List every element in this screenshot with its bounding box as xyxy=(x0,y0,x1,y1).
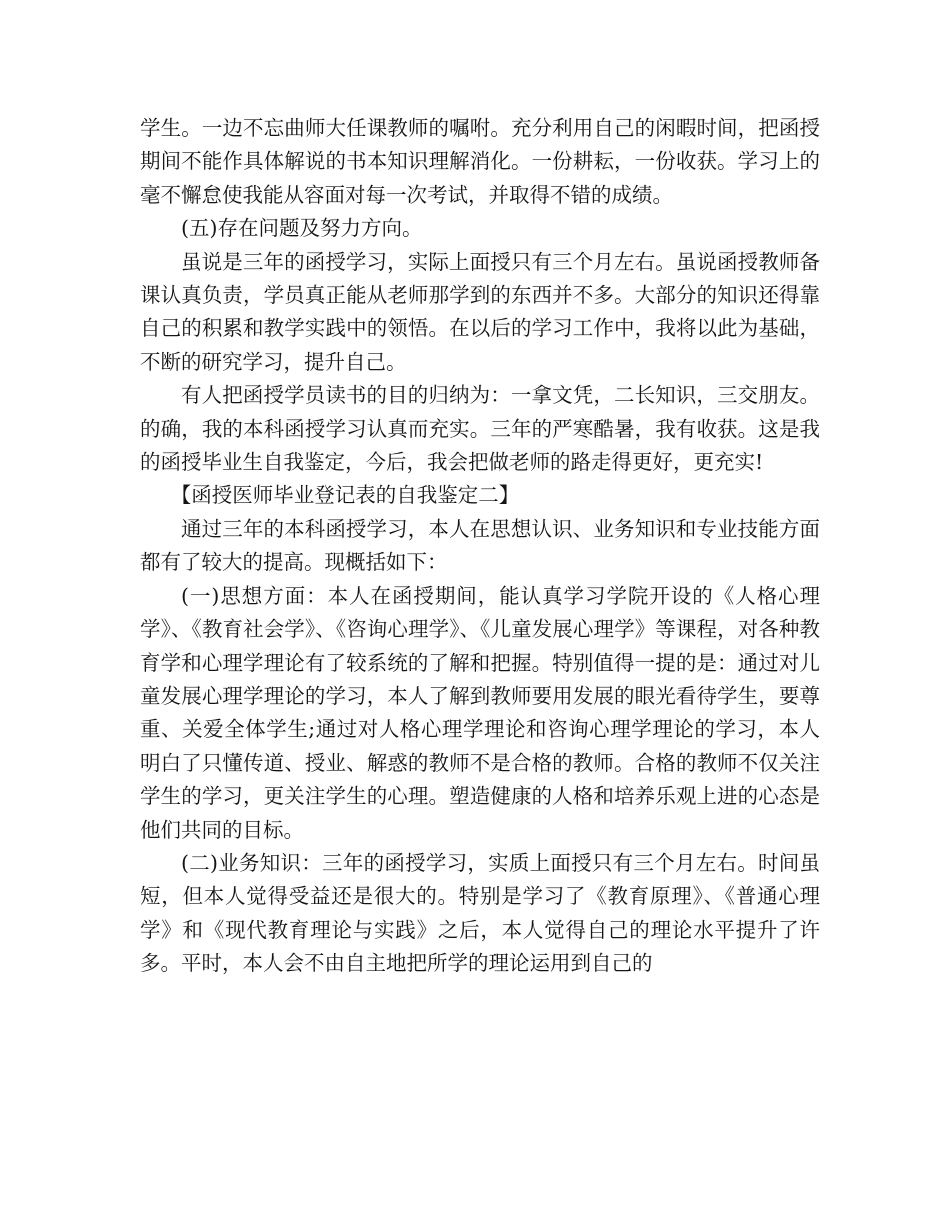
paragraph-conclusion: 有人把函授学员读书的目的归纳为：一拿文凭，二长知识，三交朋友。的确，我的本科函授学习认真而充实。三年的严寒酷暑，我有收获。这是我的函授毕业生自我鉴定，今后，我会把做老师的路走得更好，更充实! xyxy=(140,383,820,475)
section-title-appraisal-two: 【函授医师毕业登记表的自我鉴定二】 xyxy=(170,483,520,508)
paragraph-intro: 通过三年的本科函授学习，本人在思想认识、业务知识和专业技能方面都有了较大的提高。现概括如下： xyxy=(140,516,820,575)
paragraph-thought: (一)思想方面：本人在函授期间，能认真学习学院开设的《人格心理学》、《教育社会学》、《咨询心理学》、《儿童发展心理学》等课程，对各种教育学和心理学理论有了较系统的了解和把握。特别值得一提的是：通过对儿童发展心理学理论的学习，本人了解到教师要用发展的眼光看待学生，要尊重、关爱全体学生;通过对人格心理学理论和咨询心理学理论的学习，本人明白了只懂传道、授业、解惑的教师不是合格的教师。合格的教师不仅关注学生的学习，更关注学生的心理。塑造健康的人格和培养乐观上进的心态是他们共同的目标。 xyxy=(140,583,820,842)
paragraph-business-knowledge: (二)业务知识：三年的函授学习，实质上面授只有三个月左右。时间虽短，但本人觉得受益还是很大的。特别是学习了《教育原理》、《普通心理学》和《现代教育理论与实践》之后，本人觉得自己的理论水平提升了许多。平时，本人会不由自主地把所学的理论运用到自己的 xyxy=(140,850,820,976)
paragraph-problems: 虽说是三年的函授学习，实际上面授只有三个月左右。虽说函授教师备课认真负责，学员真正能从老师那学到的东西并不多。大部分的知识还得靠自己的积累和教学实践中的领悟。在以后的学习工作中，我将以此为基础，不断的研究学习，提升自己。 xyxy=(140,249,820,374)
paragraph-continuation: 学生。一边不忘曲师大任课教师的嘱咐。充分利用自己的闲暇时间，把函授期间不能作具体解说的书本知识理解消化。一份耕耘，一份收获。学习上的毫不懈怠使我能从容面对每一次考试，并取得不错的成绩。 xyxy=(140,116,820,207)
document-page xyxy=(140,112,820,981)
section-heading-problems: (五)存在问题及努力方向。 xyxy=(181,216,423,241)
